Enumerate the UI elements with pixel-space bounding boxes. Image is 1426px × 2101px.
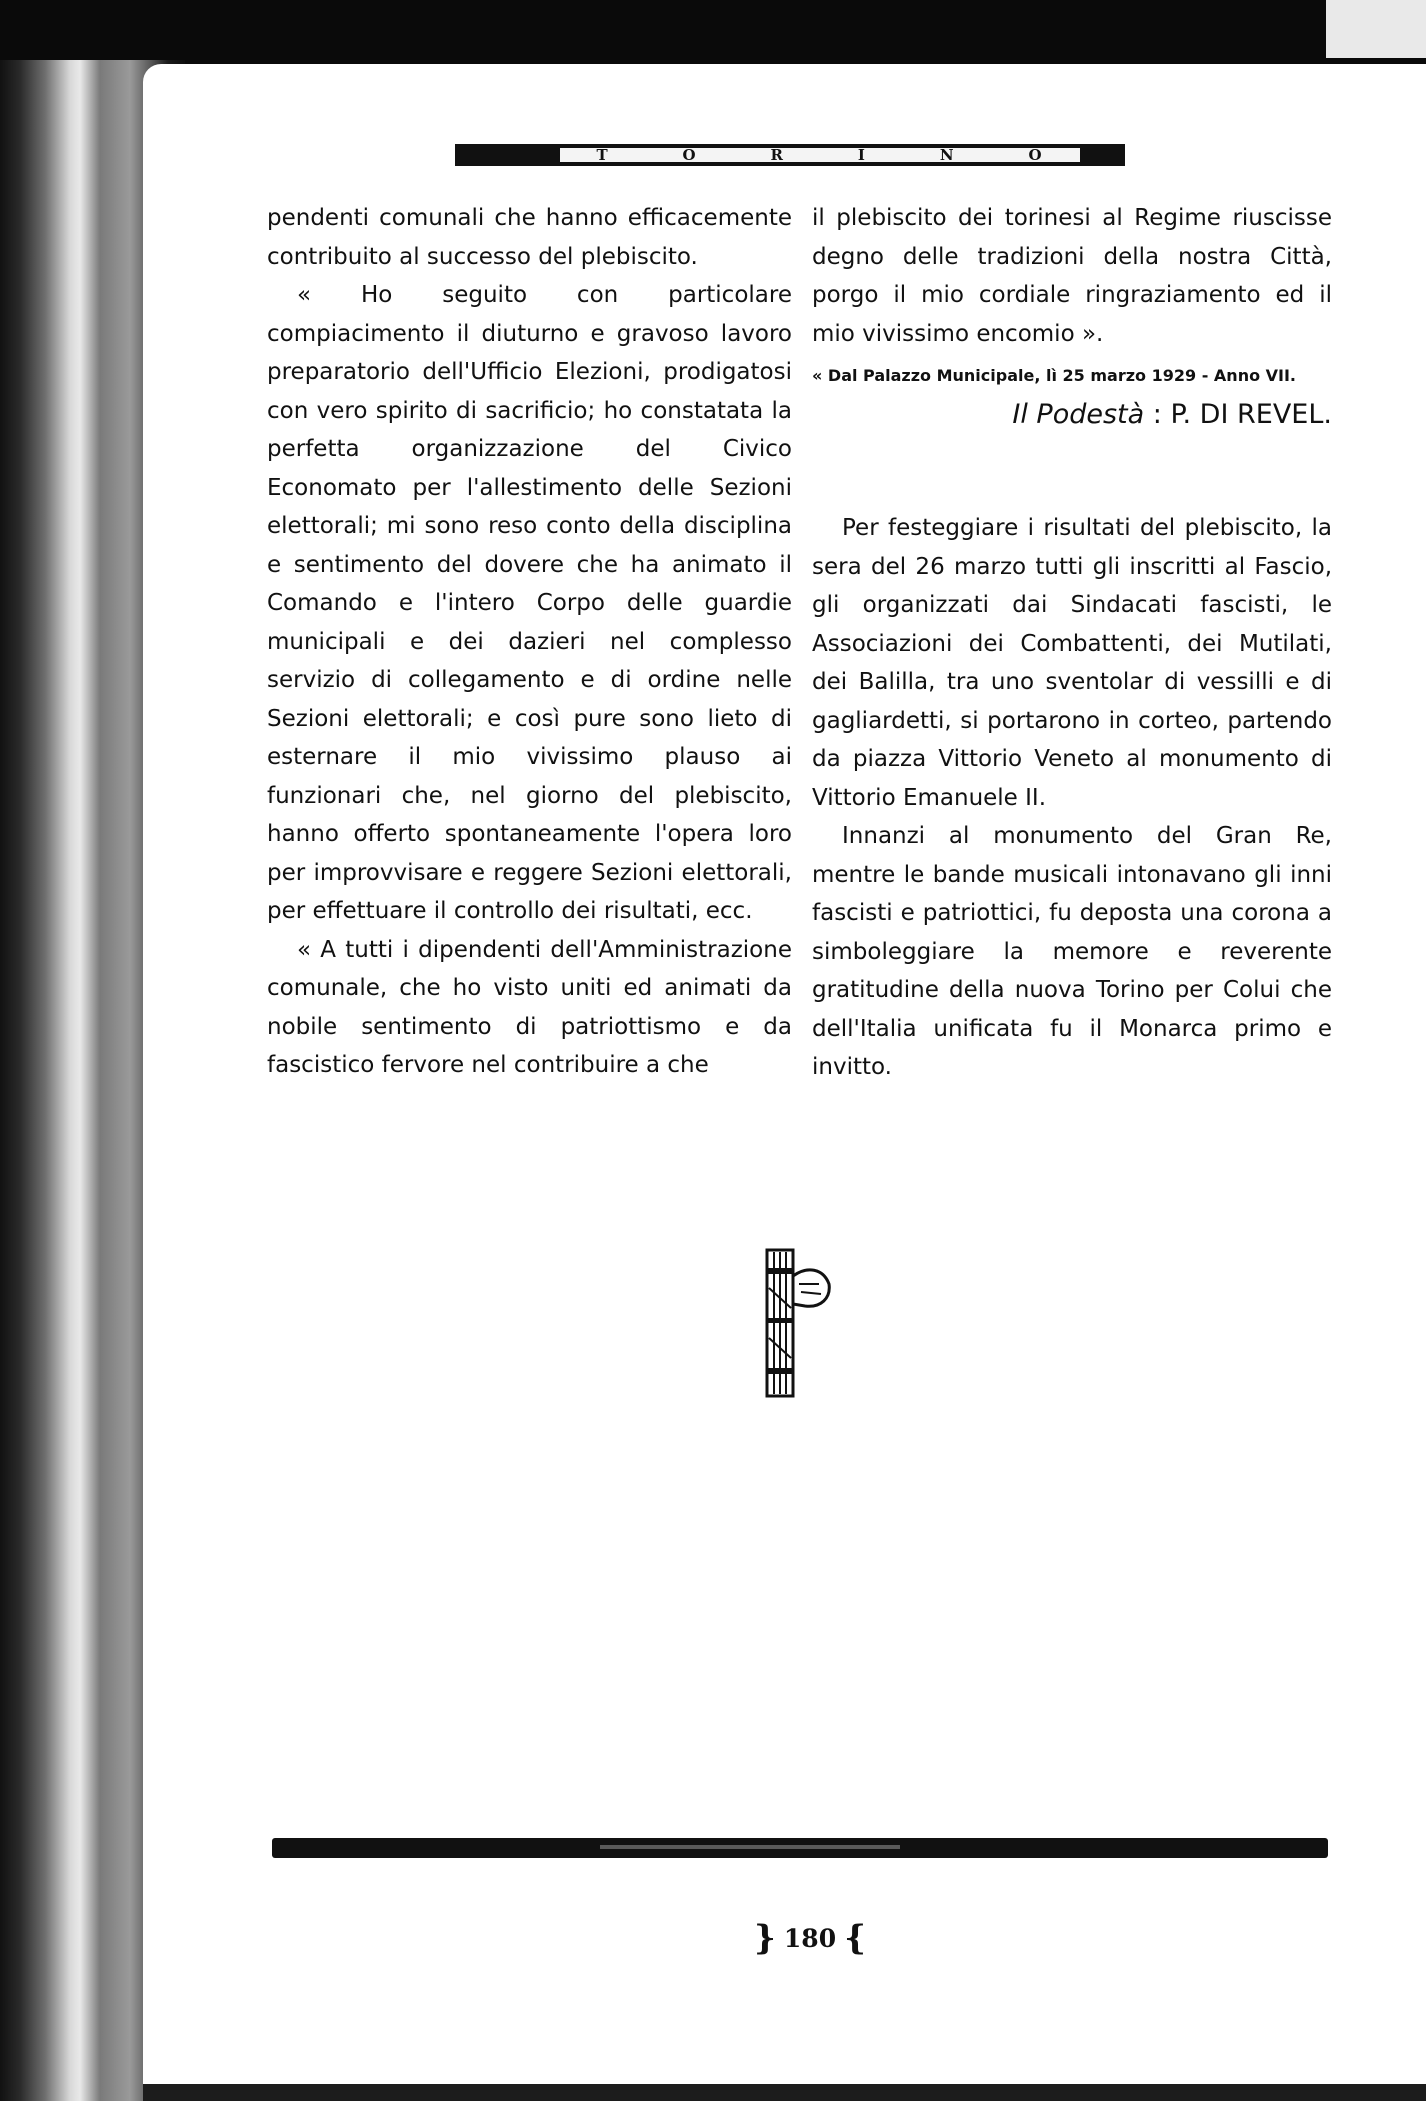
running-header [560,142,1080,168]
footer-rule-highlight [600,1845,900,1849]
paragraph: Innanzi al monumento del Gran Re, mentre le bande musicali intonavano gli inni fascisti e patriottici, fu deposta una corona a simboleggiare la memore e reverente gratitudine della nuova Torino per Colui che dell'Italia unificata fu il Monarca primo e invitto. [812,823,1332,1080]
header-letter: T [596,146,610,164]
paragraph: « A tutti i dipendenti dell'Amministrazione comunale, che ho visto uniti ed animati da nobile sentimento di patriottismo e da fascistico fervore nel contribuire a che [267,936,792,1078]
folio-ornament-left: } [754,1918,776,1958]
scan-border-bottom [143,2084,1426,2101]
paragraph: pendenti comunali che hanno efficacemente contribuito al successo del plebiscito. [267,205,792,270]
signature [812,395,1332,435]
signature-name: P. DI REVEL. [1170,399,1332,430]
page-folio [740,1918,880,1958]
page-number: 180 [783,1923,837,1953]
header-letter: O [682,146,698,164]
paragraph: « Ho seguito con particolare compiacimento il diuturno e gravoso lavoro preparatorio dell'Ufficio Elezioni, prodigatosi con vero spirito di sacrificio; ho constatata la perfetta organizzazione del Civico Economato per l'allestimento delle Sezioni elettorali; mi sono reso conto della disciplina e sentimento del dovere che ha animato il Comando e l'intero Corpo delle guardie municipali e dei dazieri nel complesso servizio di collegamento e di ordine nelle Sezioni elettorali; e così pure sono lieto di esternare il mio vivissimo plauso ai funzionari che, nel giorno del plebiscito, hanno offerto spontaneamente l'opera loro per improvvisare e reggere Sezioni elettorali, per effettuare il controllo dei risultati, ecc. [267,282,792,924]
header-letter: N [939,146,956,164]
dateline: « Dal Palazzo Municipale, lì 25 marzo 1929 - Anno VII. [812,366,1297,385]
folio-ornament-right: { [844,1918,866,1958]
paragraph: il plebiscito dei torinesi al Regime riuscisse degno delle tradizioni della nostra Città, porgo il mio cordiale ringraziamento ed il mio vivissimo encomio ». [812,205,1332,347]
header-letter: I [857,146,867,164]
paragraph: Per festeggiare i risultati del plebiscito, la sera del 26 marzo tutti gli inscritti al Fascio, gli organizzati dai Sindacati fascisti, le Associazioni dei Combattenti, dei Mutilati, dei Balilla, tra uno sventolar di vessilli e di gagliardetti, si portarono in corteo, partendo da piazza Vittorio Veneto al monumento di Vittorio Emanuele II. [812,515,1332,811]
right-column [812,199,1332,1087]
scan-border-top [0,0,1426,70]
signature-role: Il Podestà [1012,399,1145,430]
header-letter: R [770,146,785,164]
left-column [267,199,792,1085]
header-letter: O [1028,146,1044,164]
signature-separator: : [1144,399,1171,430]
scan-corner [1326,0,1426,58]
spacer [812,435,1332,509]
fasces-icon [763,1248,833,1398]
